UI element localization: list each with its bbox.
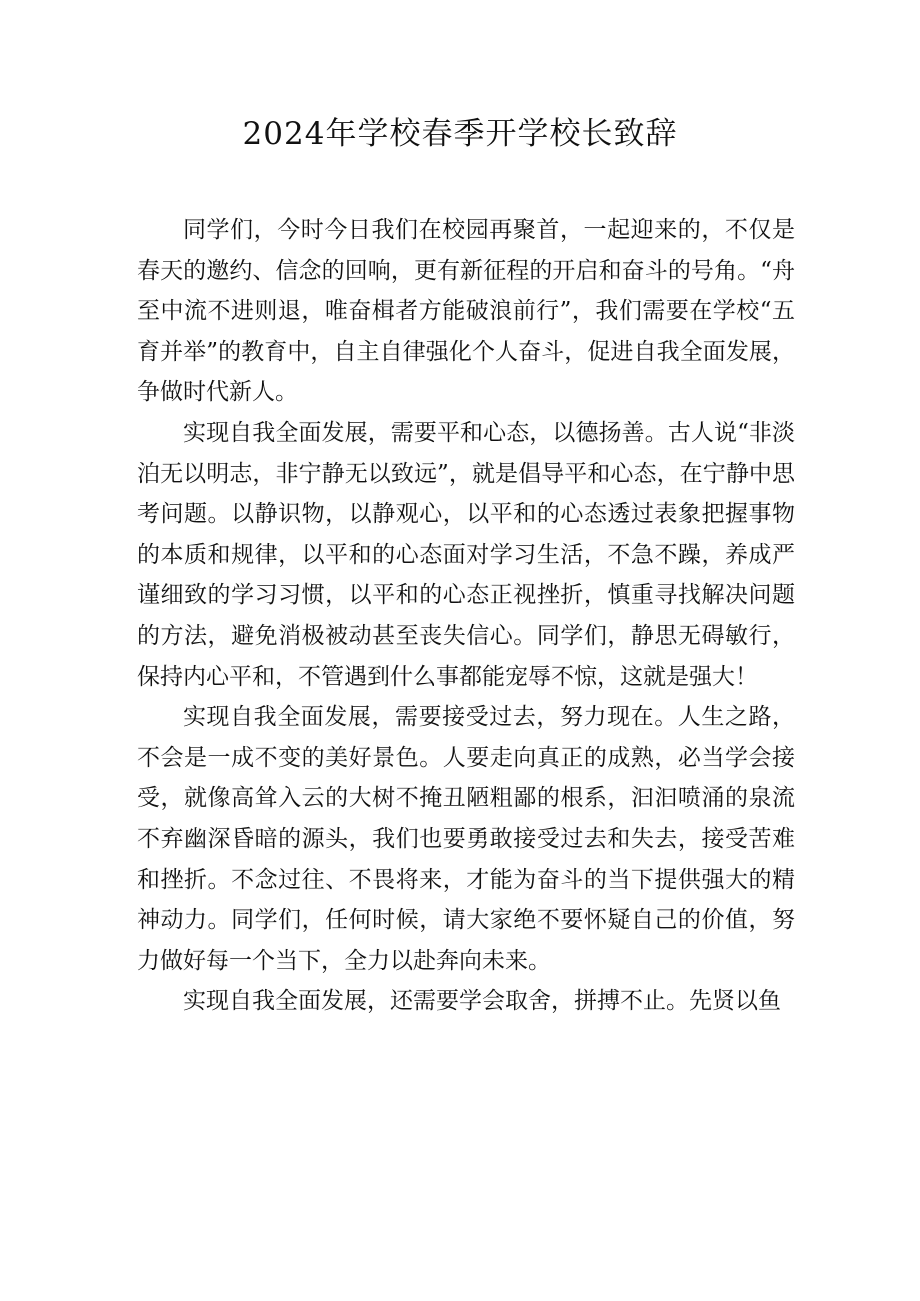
paragraph-3: 实现自我全面发展，需要接受过去，努力现在。人生之路，不会是一成不变的美好景色。人要走向真正的成熟，必当学会接受，就像高耸入云的大树不掩丑陋粗鄙的根系，汩汩喷涌的泉流不弃幽深昏暗的源头，我们也要勇敢接受过去和失去，接受苦难和挫折。不念过往、不畏将来，才能为奋斗的当下提供强大的精神动力。同学们，任何时候，请大家绝不要怀疑自己的价值，努力做好每一个当下，全力以赴奔向未来。: [137, 704, 795, 974]
paragraph-2: 实现自我全面发展，需要平和心态，以德扬善。古人说“非淡泊无以明志，非宁静无以致远”，就是倡导平和心态，在宁静中思考问题。以静识物，以静观心，以平和的心态透过表象把握事物的本质和规律，以平和的心态面对学习生活，不急不躁，养成严谨细致的学习习惯，以平和的心态正视挫折，慎重寻找解决问题的方法，避免消极被动甚至丧失信心。同学们，静思无碍敏行，保持内心平和，不管遇到什么事都能宠辱不惊，这就是强大！: [137, 419, 795, 690]
document-body: [137, 210, 795, 1022]
paragraph-1: 同学们，今时今日我们在校园再聚首，一起迎来的，不仅是春天的邀约、信念的回响，更有新征程的开启和奋斗的号角。“舟至中流不进则退，唯奋楫者方能破浪前行”，我们需要在学校“五育并举”的教育中，自主自律强化个人奋斗，促进自我全面发展，争做时代新人。: [137, 217, 795, 406]
document-title: 2024年学校春季开学校长致辞: [242, 116, 678, 152]
paragraph-4: 实现自我全面发展，还需要学会取舍，拼搏不止。先贤以鱼: [183, 988, 781, 1015]
